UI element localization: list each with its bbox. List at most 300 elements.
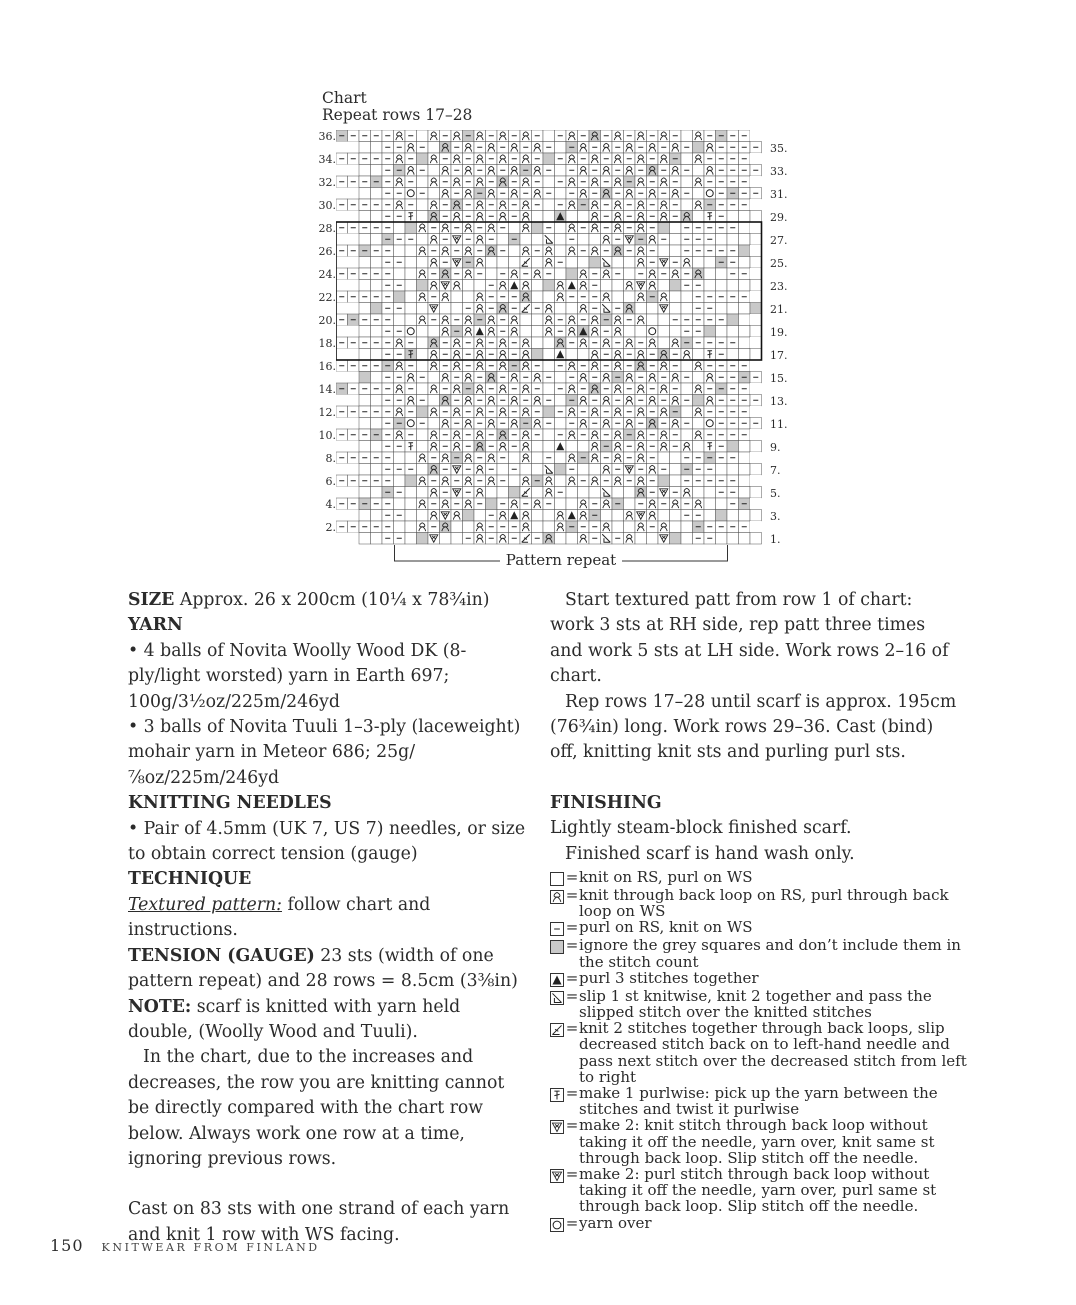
chart-cell xyxy=(555,142,567,154)
chart-cell xyxy=(750,303,762,315)
chart-cell xyxy=(727,211,739,223)
chart-cell xyxy=(371,372,383,384)
chart-cell xyxy=(739,533,751,545)
chart-cell xyxy=(750,498,762,510)
chart-cell xyxy=(647,326,659,338)
chart-cell xyxy=(716,234,728,246)
chart-cell xyxy=(428,326,440,338)
chart-cell xyxy=(681,533,693,545)
chart-row-number: 34. xyxy=(318,153,336,166)
chart-row-number: 3. xyxy=(770,509,781,523)
chart-cell xyxy=(658,326,670,338)
chart-cell xyxy=(497,234,509,246)
chart-cell xyxy=(543,291,555,303)
chart-cell xyxy=(371,464,383,476)
chart-cell xyxy=(704,498,716,510)
chart-cell xyxy=(578,211,590,223)
finishing-heading: FINISHING xyxy=(550,792,662,813)
chart-cell xyxy=(417,326,429,338)
chart-cell xyxy=(359,418,371,430)
chart-cell xyxy=(704,510,716,522)
chart-cell xyxy=(405,326,417,338)
instructions-paragraph-2: Rep rows 17–28 until scarf is approx. 195cm (76¾in) long. Work rows 29–36. Cast (bind) off, knitting knit sts and purling purl sts. xyxy=(550,691,957,763)
chart-cell xyxy=(704,268,716,280)
chart-row-number: 33. xyxy=(770,164,788,178)
chart-cell xyxy=(359,188,371,200)
chart-cell xyxy=(716,268,728,280)
chart-row-number: 24. xyxy=(318,268,336,281)
chart-row-number: 15. xyxy=(770,371,788,385)
chart-cell xyxy=(681,406,693,418)
key-item: = make 2: knit stitch through back loop without taking it off the needle, yarn over, knit same st through back loop. Slip stitch off the needle. xyxy=(550,1117,970,1166)
chart-cell xyxy=(371,487,383,499)
chart-cell xyxy=(394,222,406,234)
chart-cell xyxy=(405,510,417,522)
chart-row-number: 23. xyxy=(770,279,788,293)
chart-cell xyxy=(647,303,659,315)
chart-cell xyxy=(727,464,739,476)
chart-cell xyxy=(727,326,739,338)
key-description: make 1 purlwise: pick up the yarn between the stitches and twist it purlwise xyxy=(579,1084,938,1119)
tension-paragraph xyxy=(128,944,528,995)
chart-cell xyxy=(371,395,383,407)
chart-cell xyxy=(405,222,417,234)
chart-row-number: 21. xyxy=(770,302,788,316)
chart-cell xyxy=(739,441,751,453)
chart-cell xyxy=(532,452,544,464)
chart-cell xyxy=(566,533,578,545)
chart-row-number: 20. xyxy=(318,314,336,327)
chart-cell xyxy=(739,452,751,464)
chart-cell xyxy=(336,280,348,292)
chart-cell xyxy=(359,326,371,338)
chart-row-number: 13. xyxy=(770,394,788,408)
chart-cell xyxy=(428,188,440,200)
chart-cell xyxy=(750,222,762,234)
chart-row-number: 19. xyxy=(770,325,788,339)
yarn-item-2: • 3 balls of Novita Tuuli 1–3-ply (laceweight) mohair yarn in Meteor 686; 25g/⅞oz/225m/246yd xyxy=(128,717,521,788)
chart-cell xyxy=(739,222,751,234)
chart-cell xyxy=(727,280,739,292)
chart-cell xyxy=(336,464,348,476)
chart-cell xyxy=(394,291,406,303)
chart-cell xyxy=(359,372,371,384)
chart-cell xyxy=(371,303,383,315)
k2togtbl-symbol-icon xyxy=(550,1023,565,1038)
chart-cell xyxy=(336,257,348,269)
chart-cell xyxy=(543,406,555,418)
chart-cell xyxy=(739,337,751,349)
chart-cell xyxy=(417,429,429,441)
chart-cell xyxy=(463,280,475,292)
chart-cell xyxy=(543,429,555,441)
chart-cell xyxy=(417,406,429,418)
key-description: ignore the grey squares and don’t include them in the stitch count xyxy=(579,936,961,971)
technique-paragraph xyxy=(128,893,528,944)
chart-cell xyxy=(566,211,578,223)
chart-cell xyxy=(624,498,636,510)
chart-cell xyxy=(566,487,578,499)
chart-cell xyxy=(589,257,601,269)
chart-cell xyxy=(716,280,728,292)
chart-cell xyxy=(405,245,417,257)
chart-cell xyxy=(739,314,751,326)
chart-row-number: 17. xyxy=(770,348,788,362)
chart-cell xyxy=(405,314,417,326)
chart-cell xyxy=(348,464,360,476)
chart-cell xyxy=(739,487,751,499)
chart-cell xyxy=(750,291,762,303)
chart-cell xyxy=(578,464,590,476)
chart-cell xyxy=(359,234,371,246)
chart-cell xyxy=(693,441,705,453)
key-description: yarn over xyxy=(579,1213,652,1232)
tension-gauge: (GAUGE) xyxy=(221,945,315,966)
key-description: slip 1 st knitwise, knit 2 together and pass the slipped stitch over the knitted stitches xyxy=(579,986,932,1022)
chart-cell xyxy=(658,337,670,349)
chart-cell xyxy=(405,303,417,315)
chart-row-number: 22. xyxy=(318,291,336,304)
chart-cell xyxy=(750,211,762,223)
chart-cell xyxy=(359,280,371,292)
chart-cell xyxy=(555,222,567,234)
chart-cell xyxy=(681,383,693,395)
chart-cell xyxy=(555,418,567,430)
key-description: knit on RS, purl on WS xyxy=(579,868,753,886)
chart-cell xyxy=(704,418,716,430)
chart-row-number: 7. xyxy=(770,463,781,477)
key-description: purl on RS, knit on WS xyxy=(579,918,753,937)
chart-cell xyxy=(693,372,705,384)
chart-cell xyxy=(451,533,463,545)
chart-cell xyxy=(704,188,716,200)
chart-cell xyxy=(612,291,624,303)
chart-cell xyxy=(670,245,682,257)
chart-cell xyxy=(405,268,417,280)
chart-cell xyxy=(658,510,670,522)
chart-cell xyxy=(543,521,555,533)
chart-cell xyxy=(543,199,555,211)
chart-cell xyxy=(348,487,360,499)
chart-cell xyxy=(348,188,360,200)
chart-cell xyxy=(474,280,486,292)
chart-cell xyxy=(624,291,636,303)
chart-cell xyxy=(336,510,348,522)
chart-cell xyxy=(727,349,739,361)
chart-row-number: 14. xyxy=(318,383,336,396)
key-item: = make 1 purlwise: pick up the yarn between the stitches and twist it purlwise xyxy=(550,1085,970,1117)
chart-cell xyxy=(543,176,555,188)
chart-cell xyxy=(670,234,682,246)
chart-row-number: 2. xyxy=(325,521,336,534)
chart-cell xyxy=(739,326,751,338)
chart-cell xyxy=(635,326,647,338)
chart-cell xyxy=(647,314,659,326)
chart-cell xyxy=(681,291,693,303)
chart-cell xyxy=(336,142,348,154)
chart-cell xyxy=(670,475,682,487)
key-item: = ignore the grey squares and don’t include them in the stitch count xyxy=(550,937,970,969)
chart-cell xyxy=(359,533,371,545)
chart-cell xyxy=(727,314,739,326)
chart-row-number: 9. xyxy=(770,440,781,454)
chart-cell xyxy=(704,326,716,338)
chart-cell xyxy=(750,475,762,487)
chart-cell xyxy=(670,452,682,464)
chart-cell xyxy=(359,257,371,269)
chart-cell xyxy=(566,441,578,453)
chart-cell xyxy=(497,487,509,499)
chart-cell xyxy=(727,510,739,522)
chart-cell xyxy=(750,268,762,280)
chart-row-number: 26. xyxy=(318,245,336,258)
chart-cell xyxy=(647,533,659,545)
chart-row-number: 4. xyxy=(325,498,336,511)
chart-cell xyxy=(704,280,716,292)
chart-cell xyxy=(336,234,348,246)
chart-cell xyxy=(716,464,728,476)
chart-cell xyxy=(486,268,498,280)
chart-row-number: 30. xyxy=(318,199,336,212)
m2p-symbol-icon xyxy=(550,1169,565,1184)
chart-row-number: 6. xyxy=(325,475,336,488)
chart-cell xyxy=(348,418,360,430)
chart-cell xyxy=(428,395,440,407)
chart-cell xyxy=(727,303,739,315)
chart-cell xyxy=(670,303,682,315)
chart-cell xyxy=(555,165,567,177)
chart-row-number: 18. xyxy=(318,337,336,350)
key-description: make 2: knit stitch through back loop without taking it off the needle, yarn over, knit same st through back loop. Slip stitch off the needle. xyxy=(579,1116,935,1167)
chart-cell xyxy=(693,257,705,269)
yarn-item-1: • 4 balls of Novita Woolly Wood DK (8-ply/light worsted) yarn in Earth 697; 100g/3½oz/225m/246yd xyxy=(128,640,467,712)
chart-cell xyxy=(693,349,705,361)
chart-cell xyxy=(348,372,360,384)
chart-cell xyxy=(624,268,636,280)
chart-cell xyxy=(578,441,590,453)
chart-cell xyxy=(394,245,406,257)
chart-cell xyxy=(336,188,348,200)
chart-cell xyxy=(336,487,348,499)
chart-cell xyxy=(601,510,613,522)
chart-cell xyxy=(509,257,521,269)
chart-cell xyxy=(543,360,555,372)
chart-cell xyxy=(428,142,440,154)
chart-cell xyxy=(624,326,636,338)
key-item: = purl 3 stitches together xyxy=(550,970,970,988)
page-footer xyxy=(50,1236,320,1255)
chart-cell xyxy=(532,291,544,303)
chart-cell xyxy=(658,245,670,257)
note-text: scarf is knitted with yarn held double, (Woolly Wood and Tuuli). xyxy=(128,996,461,1042)
chart-cell xyxy=(405,452,417,464)
chart-key xyxy=(550,869,970,1233)
chart-cell xyxy=(497,464,509,476)
chart-cell xyxy=(428,418,440,430)
chart-cell xyxy=(348,326,360,338)
chart-cell xyxy=(589,234,601,246)
chart-cell xyxy=(532,521,544,533)
chart-cell xyxy=(612,521,624,533)
chart-cell xyxy=(750,234,762,246)
yo-symbol-icon xyxy=(550,1218,565,1233)
chart-cell xyxy=(509,487,521,499)
sk2p-symbol-icon xyxy=(550,991,565,1006)
chart-cell xyxy=(509,452,521,464)
chart-row-number: 25. xyxy=(770,256,788,270)
p3tog-symbol-icon xyxy=(550,973,565,988)
chart-cell xyxy=(681,360,693,372)
yarn-heading: YARN xyxy=(128,615,183,636)
technique-heading: TECHNIQUE xyxy=(128,869,252,890)
key-item: = knit 2 stitches together through back loops, slip decreased stitch back on to left-hand needle and pass next stitch over the decreased stitch from left to right xyxy=(550,1020,970,1085)
chart-cell xyxy=(555,245,567,257)
chart-cell xyxy=(417,441,429,453)
chart-cell xyxy=(532,487,544,499)
pattern-repeat-label: Pattern repeat xyxy=(394,551,728,569)
chart-cell xyxy=(750,257,762,269)
chart-cell xyxy=(509,222,521,234)
chart-cell xyxy=(681,176,693,188)
chart-cell xyxy=(670,326,682,338)
chart-cell xyxy=(750,360,762,372)
technique-term: Textured pattern: xyxy=(128,894,282,915)
chart-cell xyxy=(336,395,348,407)
chart-cell xyxy=(750,510,762,522)
chart-cell xyxy=(451,291,463,303)
chart-cell xyxy=(348,510,360,522)
chart-cell xyxy=(348,441,360,453)
chart-row-number: 1. xyxy=(770,532,781,546)
chart-cell xyxy=(532,211,544,223)
chart-cell xyxy=(532,464,544,476)
chart-cell xyxy=(371,280,383,292)
chart-cell xyxy=(532,510,544,522)
key-item: = purl on RS, knit on WS xyxy=(550,919,970,937)
chart-cell xyxy=(739,349,751,361)
chart-cell xyxy=(555,234,567,246)
chart-cell xyxy=(428,372,440,384)
chart-cell xyxy=(348,303,360,315)
cast-on-paragraph: Cast on 83 sts with one strand of each yarn and knit 1 row with WS facing. xyxy=(128,1199,510,1245)
chart-row-number: 35. xyxy=(770,141,788,155)
chart-row-number: 8. xyxy=(325,452,336,465)
chart-cell xyxy=(566,268,578,280)
chart-cell xyxy=(681,130,693,142)
ktbl-symbol-icon xyxy=(550,890,565,905)
chart-cell xyxy=(405,498,417,510)
finishing-paragraph-2: Finished scarf is hand wash only. xyxy=(565,843,855,864)
chart-cell xyxy=(566,303,578,315)
chart-cell xyxy=(417,349,429,361)
chart-cell xyxy=(693,188,705,200)
chart-cell xyxy=(739,510,751,522)
chart-cell xyxy=(394,475,406,487)
chart-cell xyxy=(624,487,636,499)
chart-cell xyxy=(578,234,590,246)
chart-cell xyxy=(394,452,406,464)
chart-cell xyxy=(336,441,348,453)
chart-cell xyxy=(739,303,751,315)
key-item: = knit on RS, purl on WS xyxy=(550,869,970,887)
chart-cell xyxy=(670,533,682,545)
chart-title: Chart xyxy=(322,89,367,107)
grey-symbol-icon xyxy=(550,940,565,955)
chart-cell xyxy=(750,521,762,533)
chart-cell xyxy=(532,222,544,234)
chart-cell xyxy=(716,533,728,545)
chart-cell xyxy=(532,441,544,453)
chart-cell xyxy=(417,360,429,372)
running-title: KNITWEAR FROM FINLAND xyxy=(101,1241,320,1254)
chart-cell xyxy=(750,153,762,165)
chart-cell xyxy=(417,176,429,188)
chart-cell xyxy=(716,510,728,522)
chart-cell xyxy=(417,257,429,269)
chart-cell xyxy=(681,199,693,211)
key-item: = slip 1 st knitwise, knit 2 together and pass the slipped stitch over the knitted stitches xyxy=(550,988,970,1020)
chart-cell xyxy=(348,280,360,292)
chart-cell xyxy=(371,533,383,545)
chart-cell xyxy=(371,326,383,338)
chart-cell xyxy=(359,464,371,476)
chart-cell xyxy=(532,314,544,326)
needles-heading: KNITTING NEEDLES xyxy=(128,793,332,814)
chart-cell xyxy=(693,395,705,407)
chart-cell xyxy=(417,510,429,522)
chart-cell xyxy=(417,280,429,292)
chart-cell xyxy=(750,429,762,441)
chart-row-number: 28. xyxy=(318,222,336,235)
chart-row-number: 10. xyxy=(318,429,336,442)
chart-cell xyxy=(727,441,739,453)
chart-cell xyxy=(474,510,486,522)
chart-cell xyxy=(750,130,762,142)
chart-cell xyxy=(440,303,452,315)
chart-cell xyxy=(589,464,601,476)
chart-cell xyxy=(417,303,429,315)
chart-cell xyxy=(532,257,544,269)
chart-cell xyxy=(348,165,360,177)
chart-cell xyxy=(371,165,383,177)
chart-cell xyxy=(670,280,682,292)
chart-cell xyxy=(716,303,728,315)
chart-cell xyxy=(371,418,383,430)
chart-row-number: 32. xyxy=(318,176,336,189)
chart-cell xyxy=(601,280,613,292)
chart-cell xyxy=(509,475,521,487)
chart-cell xyxy=(336,372,348,384)
chart-cell xyxy=(359,441,371,453)
chart-cell xyxy=(405,533,417,545)
chart-cell xyxy=(371,211,383,223)
chart-cell xyxy=(359,142,371,154)
knitting-chart xyxy=(336,130,764,546)
needles-item: • Pair of 4.5mm (UK 7, US 7) needles, or size to obtain correct tension (gauge) xyxy=(128,818,526,865)
chart-cell xyxy=(750,314,762,326)
chart-cell xyxy=(612,510,624,522)
chart-cell xyxy=(750,245,762,257)
chart-cell xyxy=(543,441,555,453)
chart-cell xyxy=(624,257,636,269)
finishing-paragraph-1: Lightly steam-block finished scarf. xyxy=(550,818,852,839)
chart-cell xyxy=(716,498,728,510)
chart-cell xyxy=(635,533,647,545)
chart-cell xyxy=(451,521,463,533)
chart-cell xyxy=(670,291,682,303)
chart-cell xyxy=(520,234,532,246)
chart-cell xyxy=(693,142,705,154)
